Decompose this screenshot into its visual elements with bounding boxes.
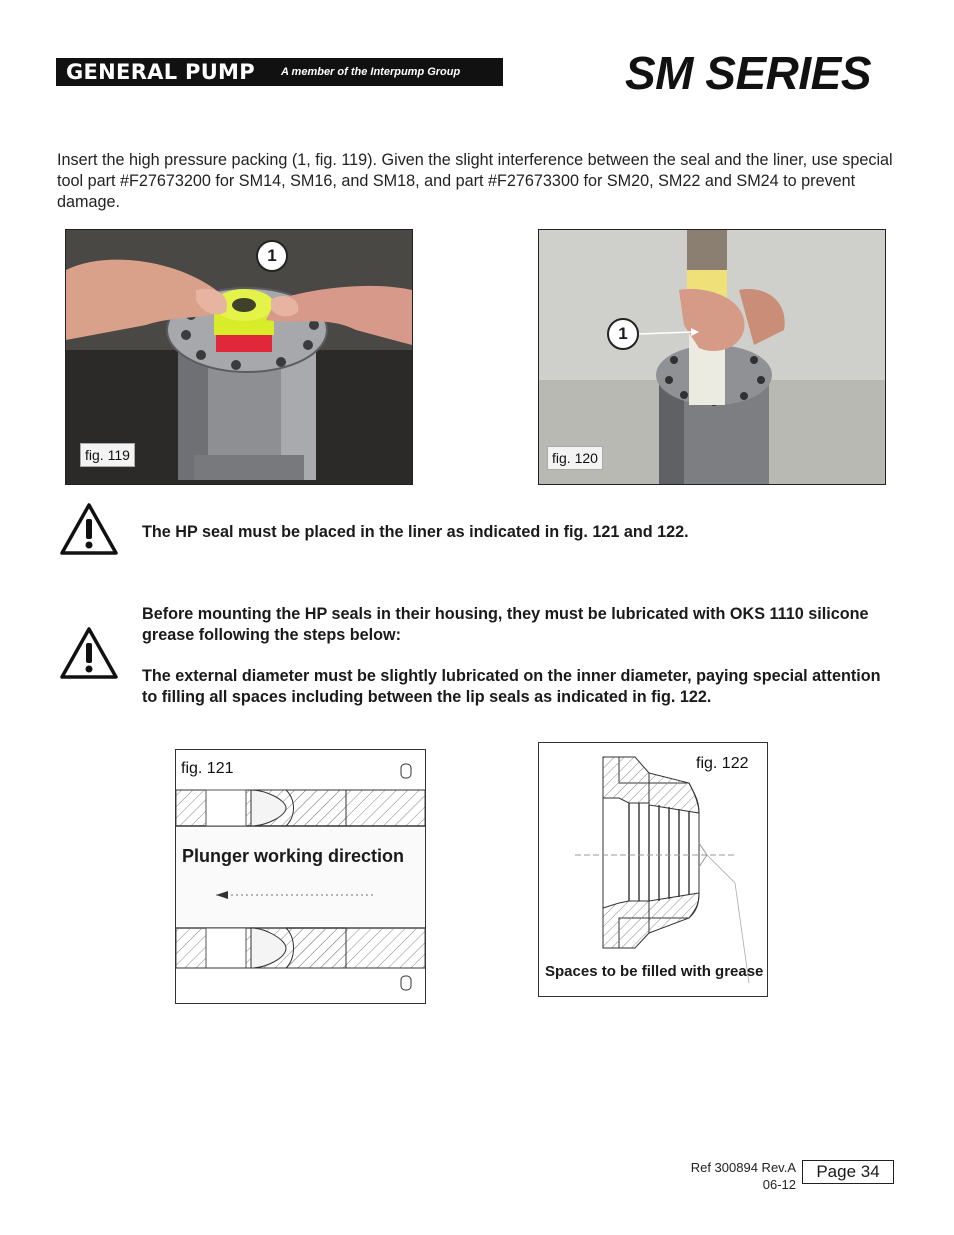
brand-name: GENERAL PUMP <box>66 60 255 84</box>
fig-119-label: fig. 119 <box>80 443 135 467</box>
fig-119-photo <box>65 229 413 485</box>
page-title: SM SERIES <box>625 47 872 99</box>
fig-120-photo <box>538 229 886 485</box>
fig-122-drawing <box>538 742 768 997</box>
fig-121-section-view <box>176 750 425 1003</box>
fig-122-section-view <box>539 743 767 996</box>
ref-number: Ref 300894 Rev.A <box>690 1160 796 1175</box>
ref-date: 06-12 <box>762 1177 796 1192</box>
intro-paragraph: Insert the high pressure packing (1, fig. 119). Given the slight interference between the seal and the liner, use special tool part #F27673200 for SM14, SM16, and SM18, and part #F27673300 for SM20, SM22 and SM24 to prevent damage. <box>57 151 893 211</box>
callout-1: 1 <box>607 318 639 350</box>
fig-120-label: fig. 120 <box>547 446 603 470</box>
fig-122-label: fig. 122 <box>696 755 749 772</box>
warning-text-2b: The external diameter must be slightly lubricated on the inner diameter, paying special attention to filling all spaces including between the lip seals as indicated in fig. 122. <box>142 667 881 706</box>
document-reference <box>691 1159 796 1193</box>
fig-121-caption: Plunger working direction <box>182 846 405 866</box>
fig-121-label: fig. 121 <box>181 760 234 777</box>
warning-triangle-icon <box>59 626 119 680</box>
fig-121-drawing <box>175 749 426 1004</box>
warning-text-1: The HP seal must be placed in the liner as indicated in fig. 121 and 122. <box>142 523 689 541</box>
page-number: Page 34 <box>802 1160 894 1184</box>
brand-banner <box>56 58 503 86</box>
warning-text-2a: Before mounting the HP seals in their housing, they must be lubricated with OKS 1110 silicone grease following the steps below: <box>142 605 869 644</box>
brand-tagline: A member of the Interpump Group <box>280 66 461 78</box>
warning-triangle-icon <box>59 502 119 556</box>
callout-1: 1 <box>256 240 288 272</box>
fig-122-caption: Spaces to be filled with grease <box>545 963 764 980</box>
callout-leader-arrow <box>639 326 699 342</box>
